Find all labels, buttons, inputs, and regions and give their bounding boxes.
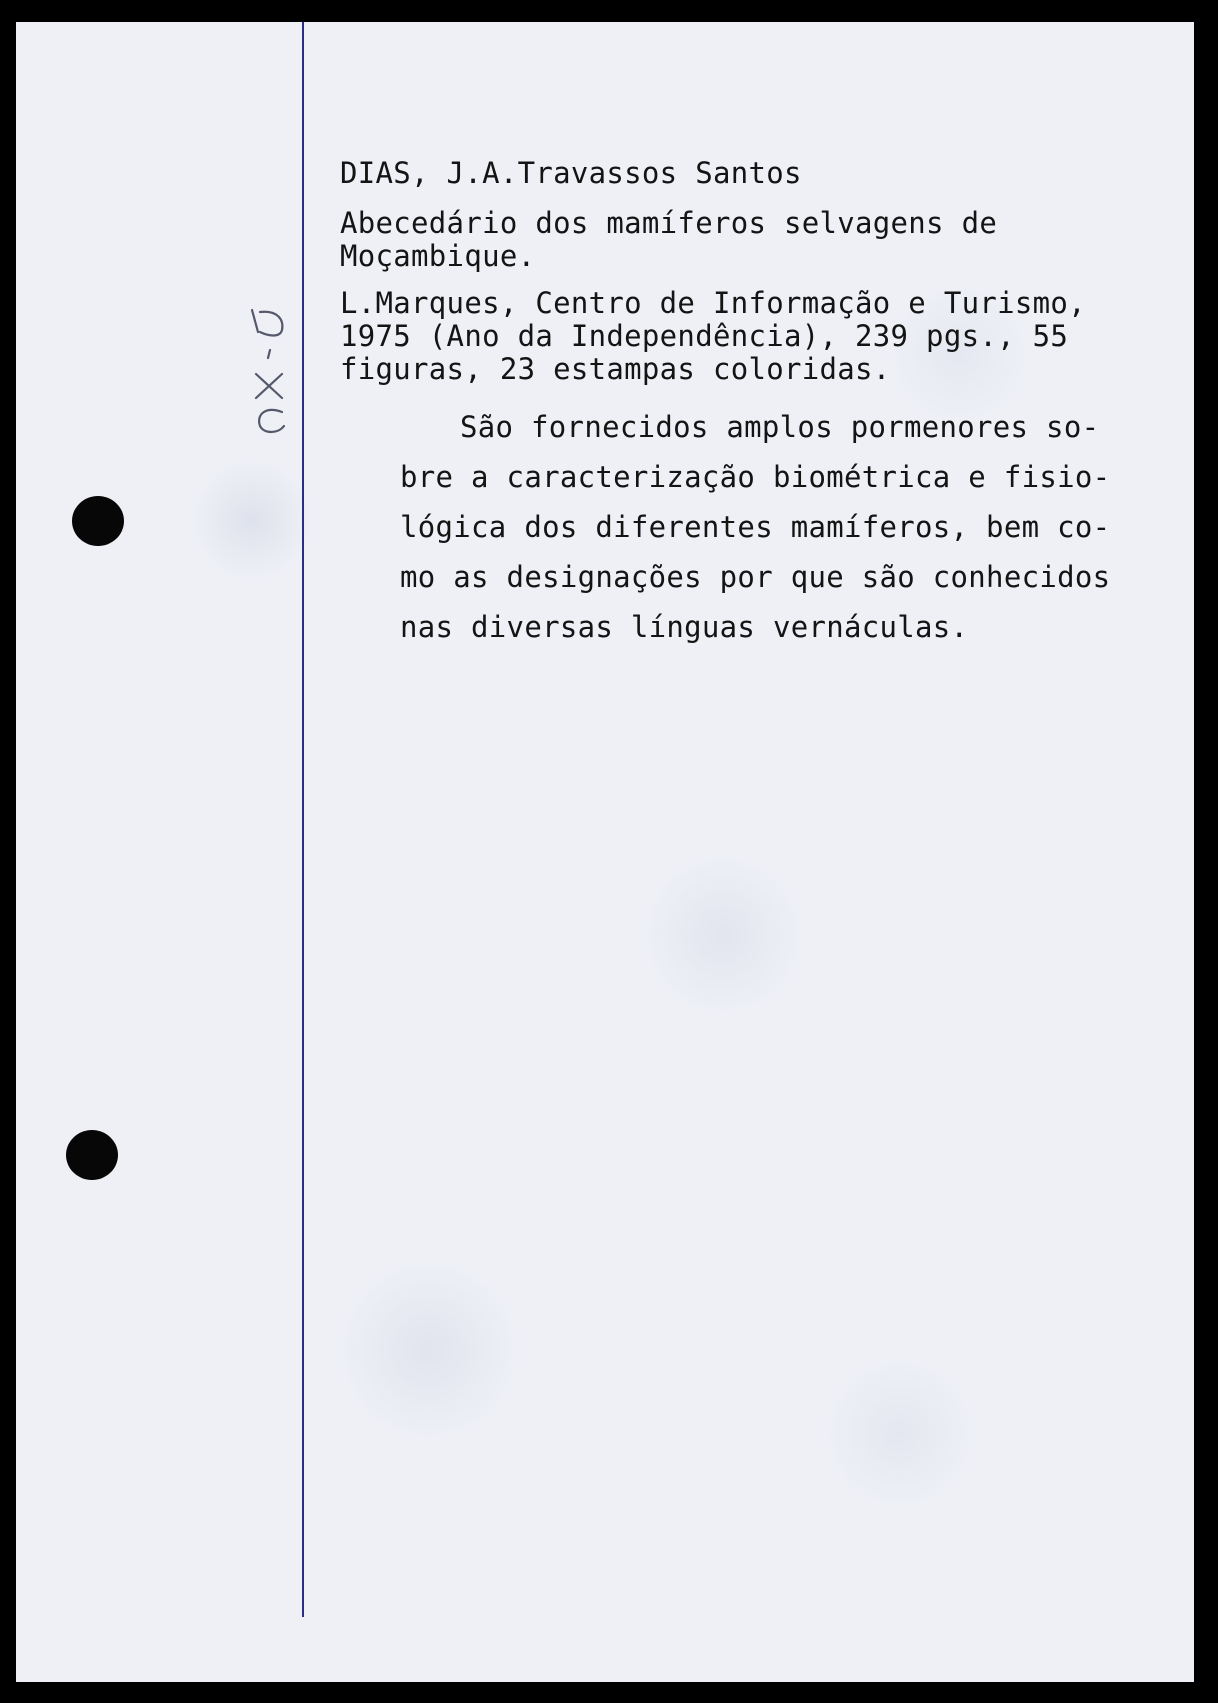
author-line: DIAS, J.A.Travassos Santos [340, 156, 802, 190]
handwritten-margin-note [238, 302, 298, 462]
abstract-line-3: lógica dos diferentes mamíferos, bem co- [400, 510, 1111, 544]
catalog-card [16, 22, 1194, 1682]
margin-rule [302, 22, 304, 1617]
abstract-line-5: nas diversas línguas vernáculas. [400, 610, 969, 644]
abstract-line-2: bre a caracterização biométrica e fisio- [400, 460, 1111, 494]
publication-line-2: 1975 (Ano da Independência), 239 pgs., 55 [340, 319, 1069, 353]
publication-line-1: L.Marques, Centro de Informação e Turismo, [340, 286, 1086, 320]
abstract-line-4: mo as designações por que são conhecidos [400, 560, 1111, 594]
publication-line-3: figuras, 23 estampas coloridas. [340, 352, 891, 386]
punch-hole-top [72, 496, 124, 546]
abstract-line-1: São fornecidos amplos pormenores so- [460, 410, 1100, 444]
title-line-2: Moçambique. [340, 239, 536, 273]
punch-hole-bottom [66, 1130, 118, 1180]
title-line-1: Abecedário dos mamíferos selvagens de [340, 206, 998, 240]
